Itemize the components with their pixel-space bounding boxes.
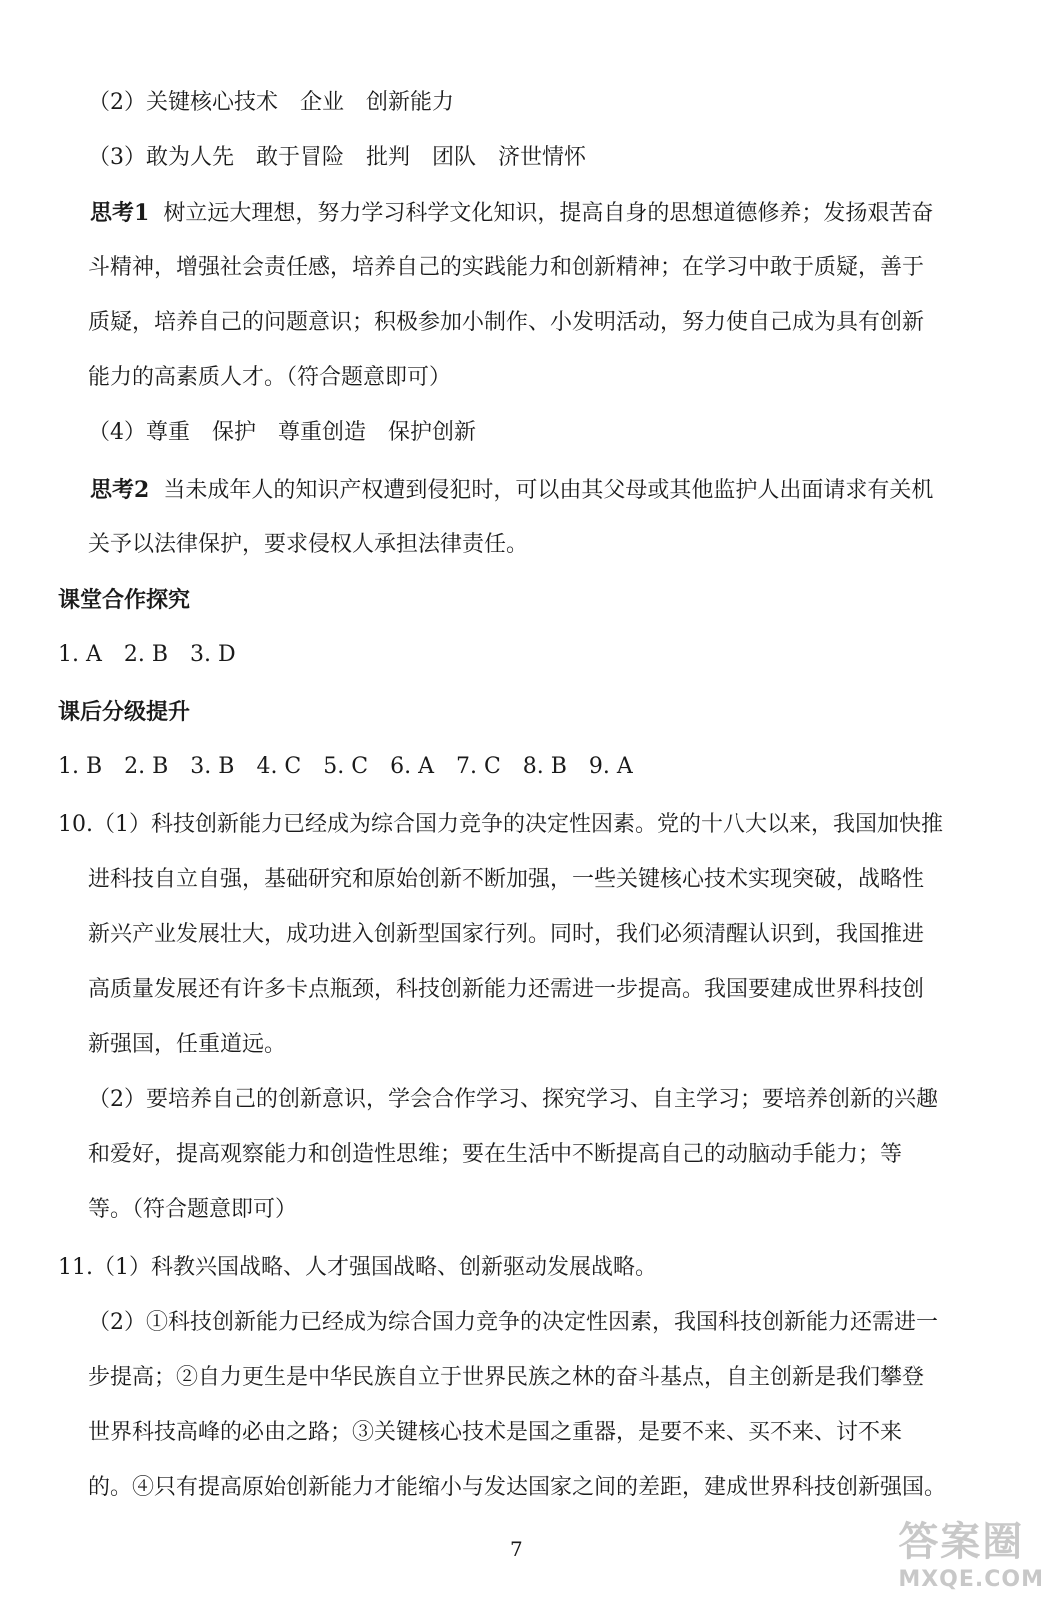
paragraph-line: 关予以法律保护，要求侵权人承担法律责任。 — [88, 532, 529, 557]
site-watermark — [898, 1510, 1044, 1592]
paragraph-line: 能力的高素质人才。（符合题意即可） — [88, 365, 452, 390]
thinking-2-paragraph — [90, 475, 933, 506]
paragraph-line: （2）要培养自己的创新意识，学会合作学习、探究学习、自主学习；要培养创新的兴趣 — [88, 1087, 938, 1112]
paragraph-line: 高质量发展还有许多卡点瓶颈，科技创新能力还需进一步提高。我国要建成世界科技创 — [88, 977, 925, 1002]
paragraph-line: 步提高；②自力更生是中华民族自立于世界民族之林的奋斗基点，自主创新是我们攀登 — [88, 1365, 925, 1390]
paragraph-text: 当未成年人的知识产权遭到侵犯时，可以由其父母或其他监护人出面请求有关机 — [163, 478, 934, 503]
paragraph-line: 质疑，培养自己的问题意识；积极参加小制作、小发明活动，努力使自己成为具有创新 — [88, 310, 925, 335]
paragraph-text: 树立远大理想，努力学习科学文化知识，提高自身的思想道德修养；发扬艰苦奋 — [163, 201, 934, 226]
watermark-logo-text: 答案圈 — [898, 1519, 1025, 1565]
question-11-line: 11.（1）科教兴国战略、人才强国战略、创新驱动发展战略。 — [58, 1255, 657, 1280]
answer-line: （3）敢为人先 敢于冒险 批判 团队 济世情怀 — [88, 145, 586, 170]
paragraph-line: 进科技自立自强，基础研究和原始创新不断加强，一些关键核心技术实现突破，战略性 — [88, 867, 925, 892]
answer-line: （4）尊重 保护 尊重创造 保护创新 — [88, 420, 476, 445]
thinking-label: 思考1 — [90, 200, 150, 226]
paragraph-line: 新兴产业发展壮大，成功进入创新型国家行列。同时，我们必须清醒认识到，我国推进 — [88, 922, 925, 947]
paragraph-line: （2）①科技创新能力已经成为综合国力竞争的决定性因素，我国科技创新能力还需进一 — [88, 1310, 938, 1335]
paragraph-line: 等。（符合题意即可） — [88, 1197, 298, 1222]
answer-key-line: 1. B 2. B 3. B 4. C 5. C 6. A 7. C 8. B 9. A — [58, 754, 633, 779]
answer-line: （2）关键核心技术 企业 创新能力 — [88, 90, 454, 115]
page-number: 7 — [510, 1537, 523, 1561]
answer-key-line: 1. A 2. B 3. D — [58, 642, 236, 667]
section-heading: 课堂合作探究 — [58, 587, 191, 613]
paragraph-line: 和爱好，提高观察能力和创造性思维；要在生活中不断提高自己的动脑动手能力；等 — [88, 1142, 903, 1167]
paragraph-line: 新强国，任重道远。 — [88, 1032, 287, 1057]
paragraph-line: 斗精神，增强社会责任感，培养自己的实践能力和创新精神；在学习中敢于质疑，善于 — [88, 255, 925, 280]
thinking-1-paragraph — [90, 198, 933, 229]
paragraph-line: 的。④只有提高原始创新能力才能缩小与发达国家之间的差距，建成世界科技创新强国。 — [88, 1475, 947, 1500]
watermark-url: MXQE.COM — [898, 1567, 1044, 1592]
thinking-label: 思考2 — [90, 477, 150, 503]
paragraph-line: 世界科技高峰的必由之路；③关键核心技术是国之重器，是要不来、买不来、讨不来 — [88, 1420, 903, 1445]
question-10-line: 10.（1）科技创新能力已经成为综合国力竞争的决定性因素。党的十八大以来，我国加快推 — [58, 812, 943, 837]
section-heading: 课后分级提升 — [58, 699, 191, 725]
